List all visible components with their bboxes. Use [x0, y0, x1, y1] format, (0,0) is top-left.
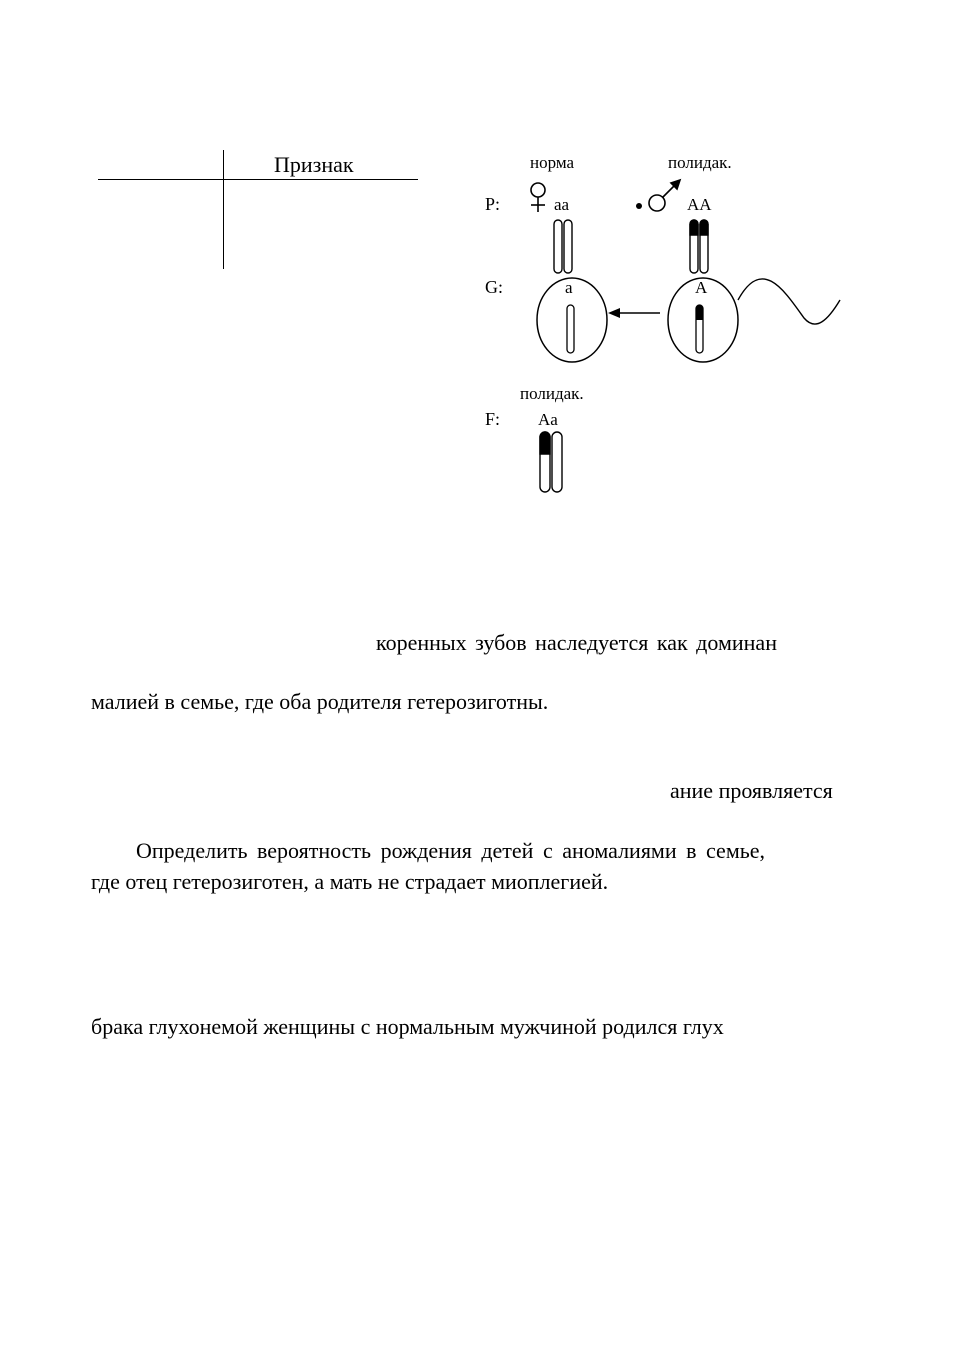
female-symbol-icon — [531, 183, 545, 212]
dot-marker-icon — [636, 203, 642, 209]
sperm-cell — [668, 278, 840, 362]
paragraph-text-4-line-2: где отец гетерозиготен, а мать не страдает миоплегией. — [91, 869, 609, 894]
male-genotype: AA — [687, 195, 712, 214]
table-horizontal-line — [98, 179, 418, 180]
row-label-f: F: — [485, 409, 501, 429]
paragraph-text-4-line-1: Определить вероятность рождения детей с аномалиями в семье, — [136, 838, 766, 863]
paragraph-text-3: ание проявляется — [670, 778, 833, 803]
female-phenotype: норма — [530, 153, 575, 172]
paragraph-text-2: малией в семье, где оба родителя гетерозиготны. — [91, 689, 549, 714]
arrow-left-icon — [608, 308, 660, 318]
male-gamete: A — [695, 278, 708, 297]
table-header-trait: Признак — [274, 152, 354, 177]
female-genotype: aa — [554, 195, 570, 214]
paragraph-text-1: коренных зубов наследуется как доминан — [376, 630, 777, 655]
male-chromosome-pair — [690, 220, 708, 273]
female-chromosome-pair — [554, 220, 572, 273]
row-label-p: P: — [485, 194, 501, 214]
table-fragment — [98, 148, 420, 270]
row-label-g: G: — [485, 277, 503, 297]
male-symbol-icon — [649, 180, 680, 211]
genetics-diagram — [470, 140, 850, 500]
offspring-chromosome-pair — [540, 432, 562, 492]
paragraph-text-5: брака глухонемой женщины с нормальным мужчиной родился глух — [91, 1014, 724, 1039]
offspring-phenotype: полидак. — [520, 384, 584, 403]
sperm-tail — [738, 279, 840, 324]
offspring-genotype: Aa — [538, 410, 558, 429]
female-gamete: a — [565, 278, 573, 297]
table-vertical-line — [223, 150, 224, 269]
male-phenotype: полидак. — [668, 153, 732, 172]
